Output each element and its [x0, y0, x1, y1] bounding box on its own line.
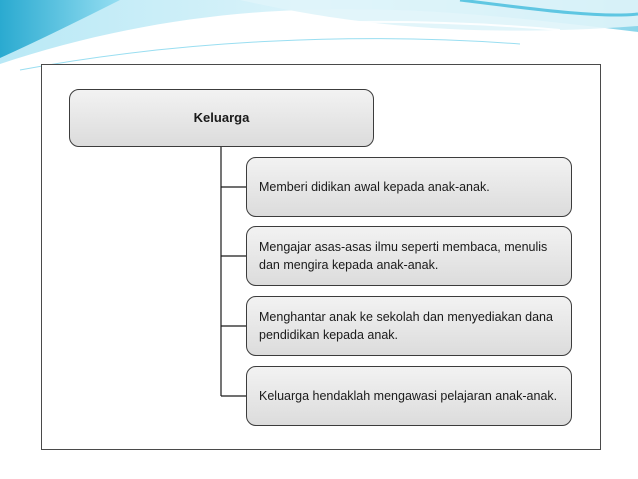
- child-node-2: [246, 226, 572, 286]
- root-node-keluarga: [69, 89, 374, 147]
- child-node-3: [246, 296, 572, 356]
- child-node-label: Keluarga hendaklah mengawasi pelajaran anak-anak.: [259, 389, 558, 403]
- child-node-label: Memberi didikan awal kepada anak-anak.: [259, 180, 490, 194]
- child-node-label: Menghantar anak ke sekolah dan menyediakan dana pendidikan kepada anak.: [259, 310, 553, 342]
- child-node-1: [246, 157, 572, 217]
- child-node-label: Mengajar asas-asas ilmu seperti membaca, menulis dan mengira kepada anak-anak.: [259, 240, 548, 272]
- root-node-label: Keluarga: [193, 110, 250, 125]
- child-node-4: [246, 366, 572, 426]
